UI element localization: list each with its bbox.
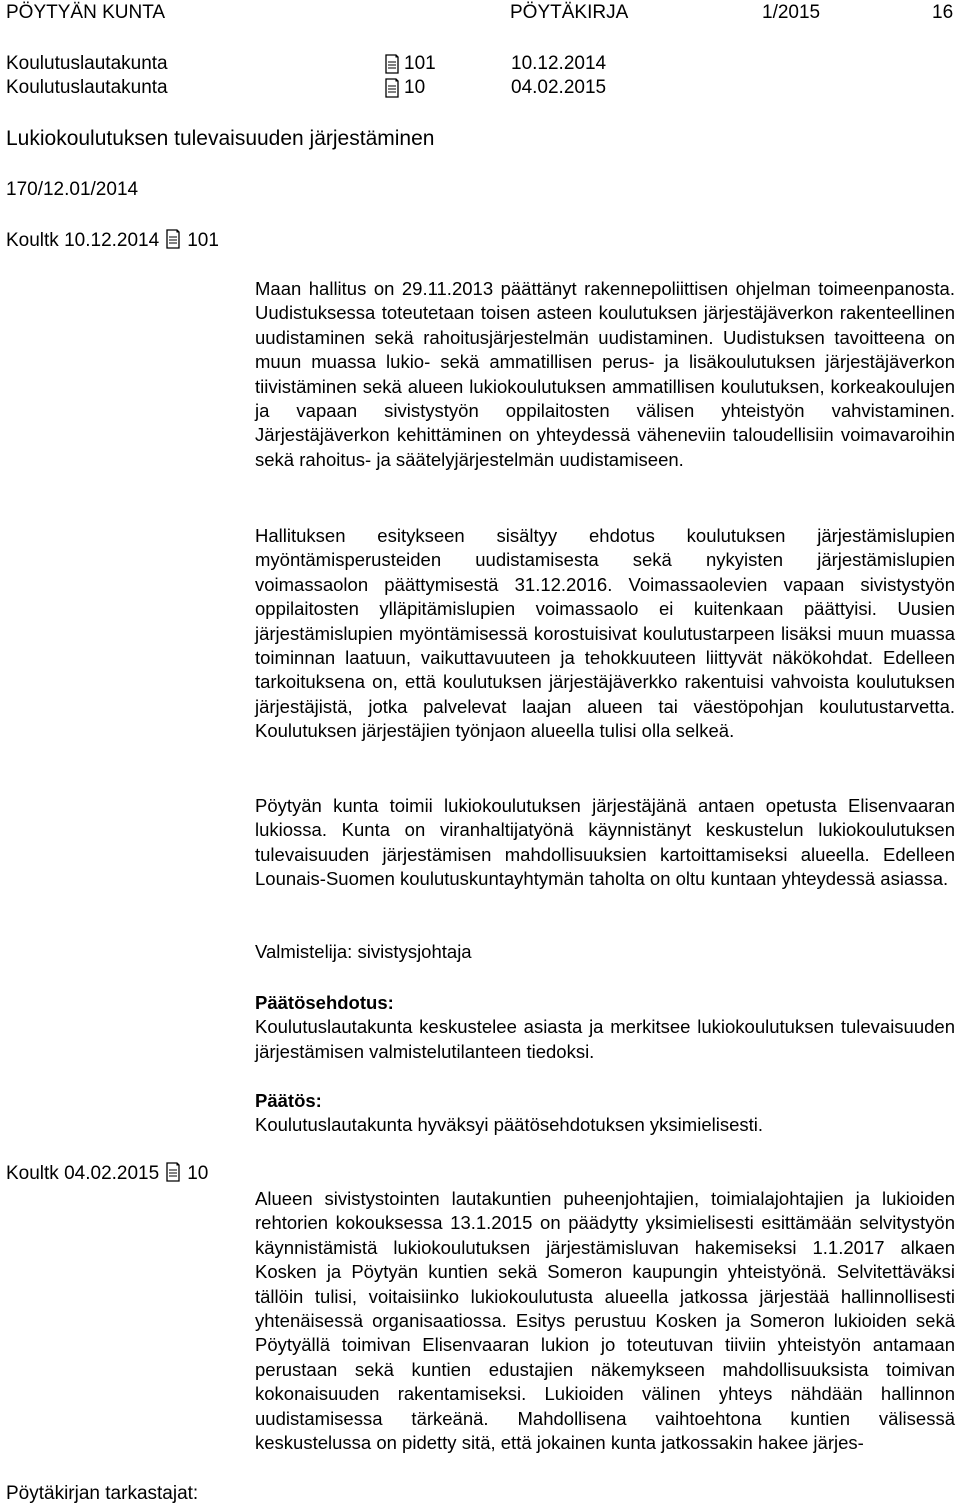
meeting-body-1: Koulutuslautakunta: [6, 53, 168, 74]
meeting-reference-1: [6, 229, 219, 255]
paragraph-2: Hallituksen esitykseen sisältyy ehdotus koulutuksen järjestämislupien myöntämisperusteiden uudistamisesta sekä nykyisten järjestämislupien voimassaolon päättymisestä 31.12.2016. Voimassaolevien vapaan sivistystyön oppilaitosten ylläpitämislupien voimassaolo ei kuitenkaan päättyisi. Uusien järjestämislupien myöntämisessä korostuisivat koulutustarpeen lisäksi muun muassa toiminnan laatuun, vaikuttavuuteen ja tehokkuuteen liittyvät näkökohdat. Edelleen tarkoituksena on, että koulutuksen järjestäjäverkko rakentuisi vahvoista koulutuksen järjestäjistä, jotka palvelevat laajan alueen tai väestöpohjan koulutustarvetta. Koulutuksen järjestäjien työnjaon alueella tulisi olla selkeä.: [255, 525, 955, 742]
meeting-body-2: Koulutuslautakunta: [6, 77, 168, 98]
paragraph-3: Pöytyän kunta toimii lukiokoulutuksen järjestäjänä antaen opetusta Elisenvaaran lukiossa. Kunta on viranhaltijatyönä käynnistänyt keskustelun lukiokoulutuksen tulevaisuuden järjestämisen mahdollisuuksien kartoittamiseksi alueella. Edelleen Lounais-Suomen koulutuskuntayhtymän taholta on oltu kuntaan yhteydessä asiassa.: [255, 795, 955, 890]
municipality-name: PÖYTYÄN KUNTA: [6, 2, 166, 23]
page-title: Lukiokoulutuksen tulevaisuuden järjestäminen: [6, 127, 435, 150]
decision-proposal-label: Päätösehdotus:: [255, 992, 394, 1013]
diary-reference: 170/12.01/2014: [6, 179, 139, 200]
meeting-reference-2-text: Koultk 04.02.2015: [6, 1163, 160, 1184]
paragraph-meeting-2: Alueen sivistystointen lautakuntien puheenjohtajien, toimialajohtajien ja lukioiden rehtorien kokouksessa 13.1.2015 on päädytty yksimielisesti esittämään selvitystyön käynnistämistä lukiokoulutuksen järjestämisluvan hakemiseksi 1.1.2017 alkaen Kosken ja Pöytyän kuntien sekä Someron kaupungin yhteistyönä. Selvitettäväksi tällöin tulisi, voitaisiinko lukiokoulutusta alueella jatkossa järjestää hallinnollisesti yhtenäisessä organisaatiossa. Esitys perustuu Kosken ja Someron lukioiden sekä Pöytyällä toimivan Elisenvaaran lukion jo toteutuvan tiiviin yhteistyön antamaan perustaan sekä kuntien edustajien näkemykseen mahdollisuuksista toimivan kokonaisuuden rakentamiseksi. Lukioiden välinen yhteys nähdään hallinnon uudistamisessa tärkeänä. Mahdollisena vaihtoehtona kuntien välisessä keskustelussa on pidetty sitä, että jokainen kunta jatkossakin hakee järjes-: [255, 1188, 955, 1454]
decision-proposal: [255, 991, 955, 1064]
meeting-reference-1-text: Koultk 10.12.2014: [6, 230, 160, 251]
decision-text: Koulutuslautakunta hyväksyi päätösehdotuksen yksimielisesti.: [255, 1114, 764, 1136]
document-type: PÖYTÄKIRJA: [510, 2, 629, 23]
meeting-section-2: 10: [404, 77, 426, 98]
book-icon: [384, 78, 400, 103]
book-icon: [165, 1162, 181, 1188]
meeting-section-1: 101: [404, 53, 436, 74]
meeting-date-1: 10.12.2014: [511, 53, 607, 74]
preparer: Valmistelija: sivistysjohtaja: [255, 941, 472, 962]
meeting-reference-2: [6, 1162, 208, 1188]
document-number: 1/2015: [762, 2, 821, 23]
page-number: 16: [932, 2, 954, 23]
footer-inspectors: Pöytäkirjan tarkastajat:: [6, 1483, 199, 1504]
decision-proposal-text: Koulutuslautakunta keskustelee asiasta ja merkitsee lukiokoulutuksen tulevaisuuden järjestämisen valmistelutilanteen tiedoksi.: [255, 1016, 955, 1062]
decision: [255, 1089, 955, 1138]
meeting-reference-2-section: 10: [187, 1163, 209, 1184]
decision-label: Päätös:: [255, 1090, 322, 1111]
book-icon: [384, 54, 400, 79]
paragraph-1: Maan hallitus on 29.11.2013 päättänyt rakennepoliittisen ohjelman toimeenpanosta. Uudistuksessa toteutetaan toisen asteen koulutuksen järjestäjäverkon rakenteellinen uudistaminen sekä rahoitusjärjestelmän uudistaminen. Uudistuksen tavoitteena on muun muassa lukio- sekä ammatillisen perus- ja lisäkoulutuksen järjestäjäverkon tiivistäminen sekä alueen lukiokoulutuksen ammatillisen koulutuksen, korkeakoulujen ja vapaan sivistystyön oppilaitosten välisen yhteistyön vahvistaminen. Järjestäjäverkon kehittäminen on yhteydessä väheneviin taloudellisiin voimavaroihin sekä rahoitus- ja säätelyjärjestelmän uudistamiseen.: [255, 278, 955, 470]
meeting-date-2: 04.02.2015: [511, 77, 607, 98]
book-icon: [165, 229, 181, 255]
meeting-reference-1-section: 101: [187, 230, 219, 251]
